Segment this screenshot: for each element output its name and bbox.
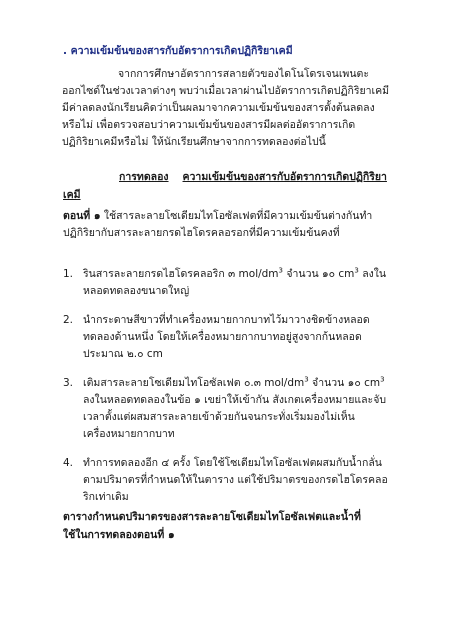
unit-exponent: 3: [304, 375, 309, 384]
section-heading: . ความเข้มข้นของสารกับอัตราการเกิดปฏิกิริยาเคมี: [63, 45, 293, 57]
experiment-lead: การทดลอง: [119, 171, 169, 183]
step-number: 3.: [63, 377, 74, 389]
step-text: นำกระดาษสีขาวที่ทำเครื่องหมายกากบาทไว้มาวางชิดข้างหลอดทดลองด้านหนึ่ง โดยให้เครื่องหมายกากบาทอยู่สูงจากก้นหลอดประมาณ ๒.๐ cm: [83, 314, 370, 360]
step-text: เติมสารละลายโซเดียมไทโอซัลเฟต ๐.๓ mol/dm: [83, 377, 305, 389]
step-text: จำนวน ๑๐ cm: [308, 377, 381, 389]
procedure-step: [63, 266, 393, 300]
step-text: ลงในหลอดทดลองในข้อ ๑ เขย่าให้เข้ากัน สังเกตเครื่องหมายและจับเวลาตั้งแต่ผสมสารละลายเข้าด้วยกันจนกระทั่งเริ่มมองไม่เห็นเครื่องหมายกากบาท: [83, 394, 387, 440]
step-text: จำนวน ๑๐ cm: [283, 268, 355, 280]
part-one-description: [63, 208, 393, 242]
experiment-name: ความเข้มข้นของสารกับอัตราการเกิดปฏิกิริยาเคมี: [63, 171, 387, 201]
intro-text: จากการศึกษาอัตราการสลายตัวของไดโนโดรเจนเพนตะออกไซด์ในช่วงเวลาต่างๆ พบว่าเมื่อเวลาผ่านไปอัตราการเกิดปฏิกิริยาเคมีมีค่าลดลงนักเรียนคิดว่าเป็นผลมาจากความเข้มข้นของสารตั้งต้นลดลงหรือไม่ เพื่อตรวจสอบว่าความเข้มข้นของสารมีผลต่ออัตราการเกิดปฏิกิริยาเคมีหรือไม่ ให้นักเรียนศึกษาจากการทดลองต่อไปนี้: [62, 68, 390, 148]
step-text: ทำการทดลองอีก ๔ ครั้ง โดยใช้โซเดียมไทโอซัลเฟตผสมกับน้ำกลั่นตามปริมาตรที่กำหนดให้ในตาราง แต่ใช้ปริมาตรของกรดไฮโดรคลอริกเท่าเดิม: [83, 457, 388, 503]
procedure-step: [63, 375, 393, 443]
unit-exponent: 3: [354, 266, 359, 275]
step-text: ลงในหลอดทดลองขนาดใหญ่: [83, 268, 387, 297]
unit-exponent: 3: [380, 375, 385, 384]
step-text: รินสารละลายกรดไฮโดรคลอริก ๓ mol/dm: [83, 268, 279, 280]
procedure-step: [63, 455, 393, 506]
part-one-text: ใช้สารละลายโซเดียมไทโอซัลเฟตที่มีความเข้มข้นต่างกันทำปฏิกิริยากับสารละลายกรดไฮโดรคลอรอกที่มีความเข้มข้นคงที่: [63, 210, 373, 239]
procedure-steps: [63, 266, 393, 518]
step-number: 2.: [63, 314, 74, 326]
experiment-title: [63, 168, 393, 204]
unit-exponent: 3: [278, 266, 284, 275]
intro-paragraph: [62, 66, 392, 151]
step-number: 4.: [63, 457, 74, 469]
table-caption: ตารางกำหนดปริมาตรของสารละลายโซเดียมไทโอซัลเฟตและน้ำที่ใช้ในการทดลองตอนที่ ๑: [63, 511, 361, 541]
procedure-step: [63, 312, 393, 363]
step-number: 1.: [63, 268, 74, 280]
part-one-label: ตอนที่ ๑: [63, 210, 101, 222]
